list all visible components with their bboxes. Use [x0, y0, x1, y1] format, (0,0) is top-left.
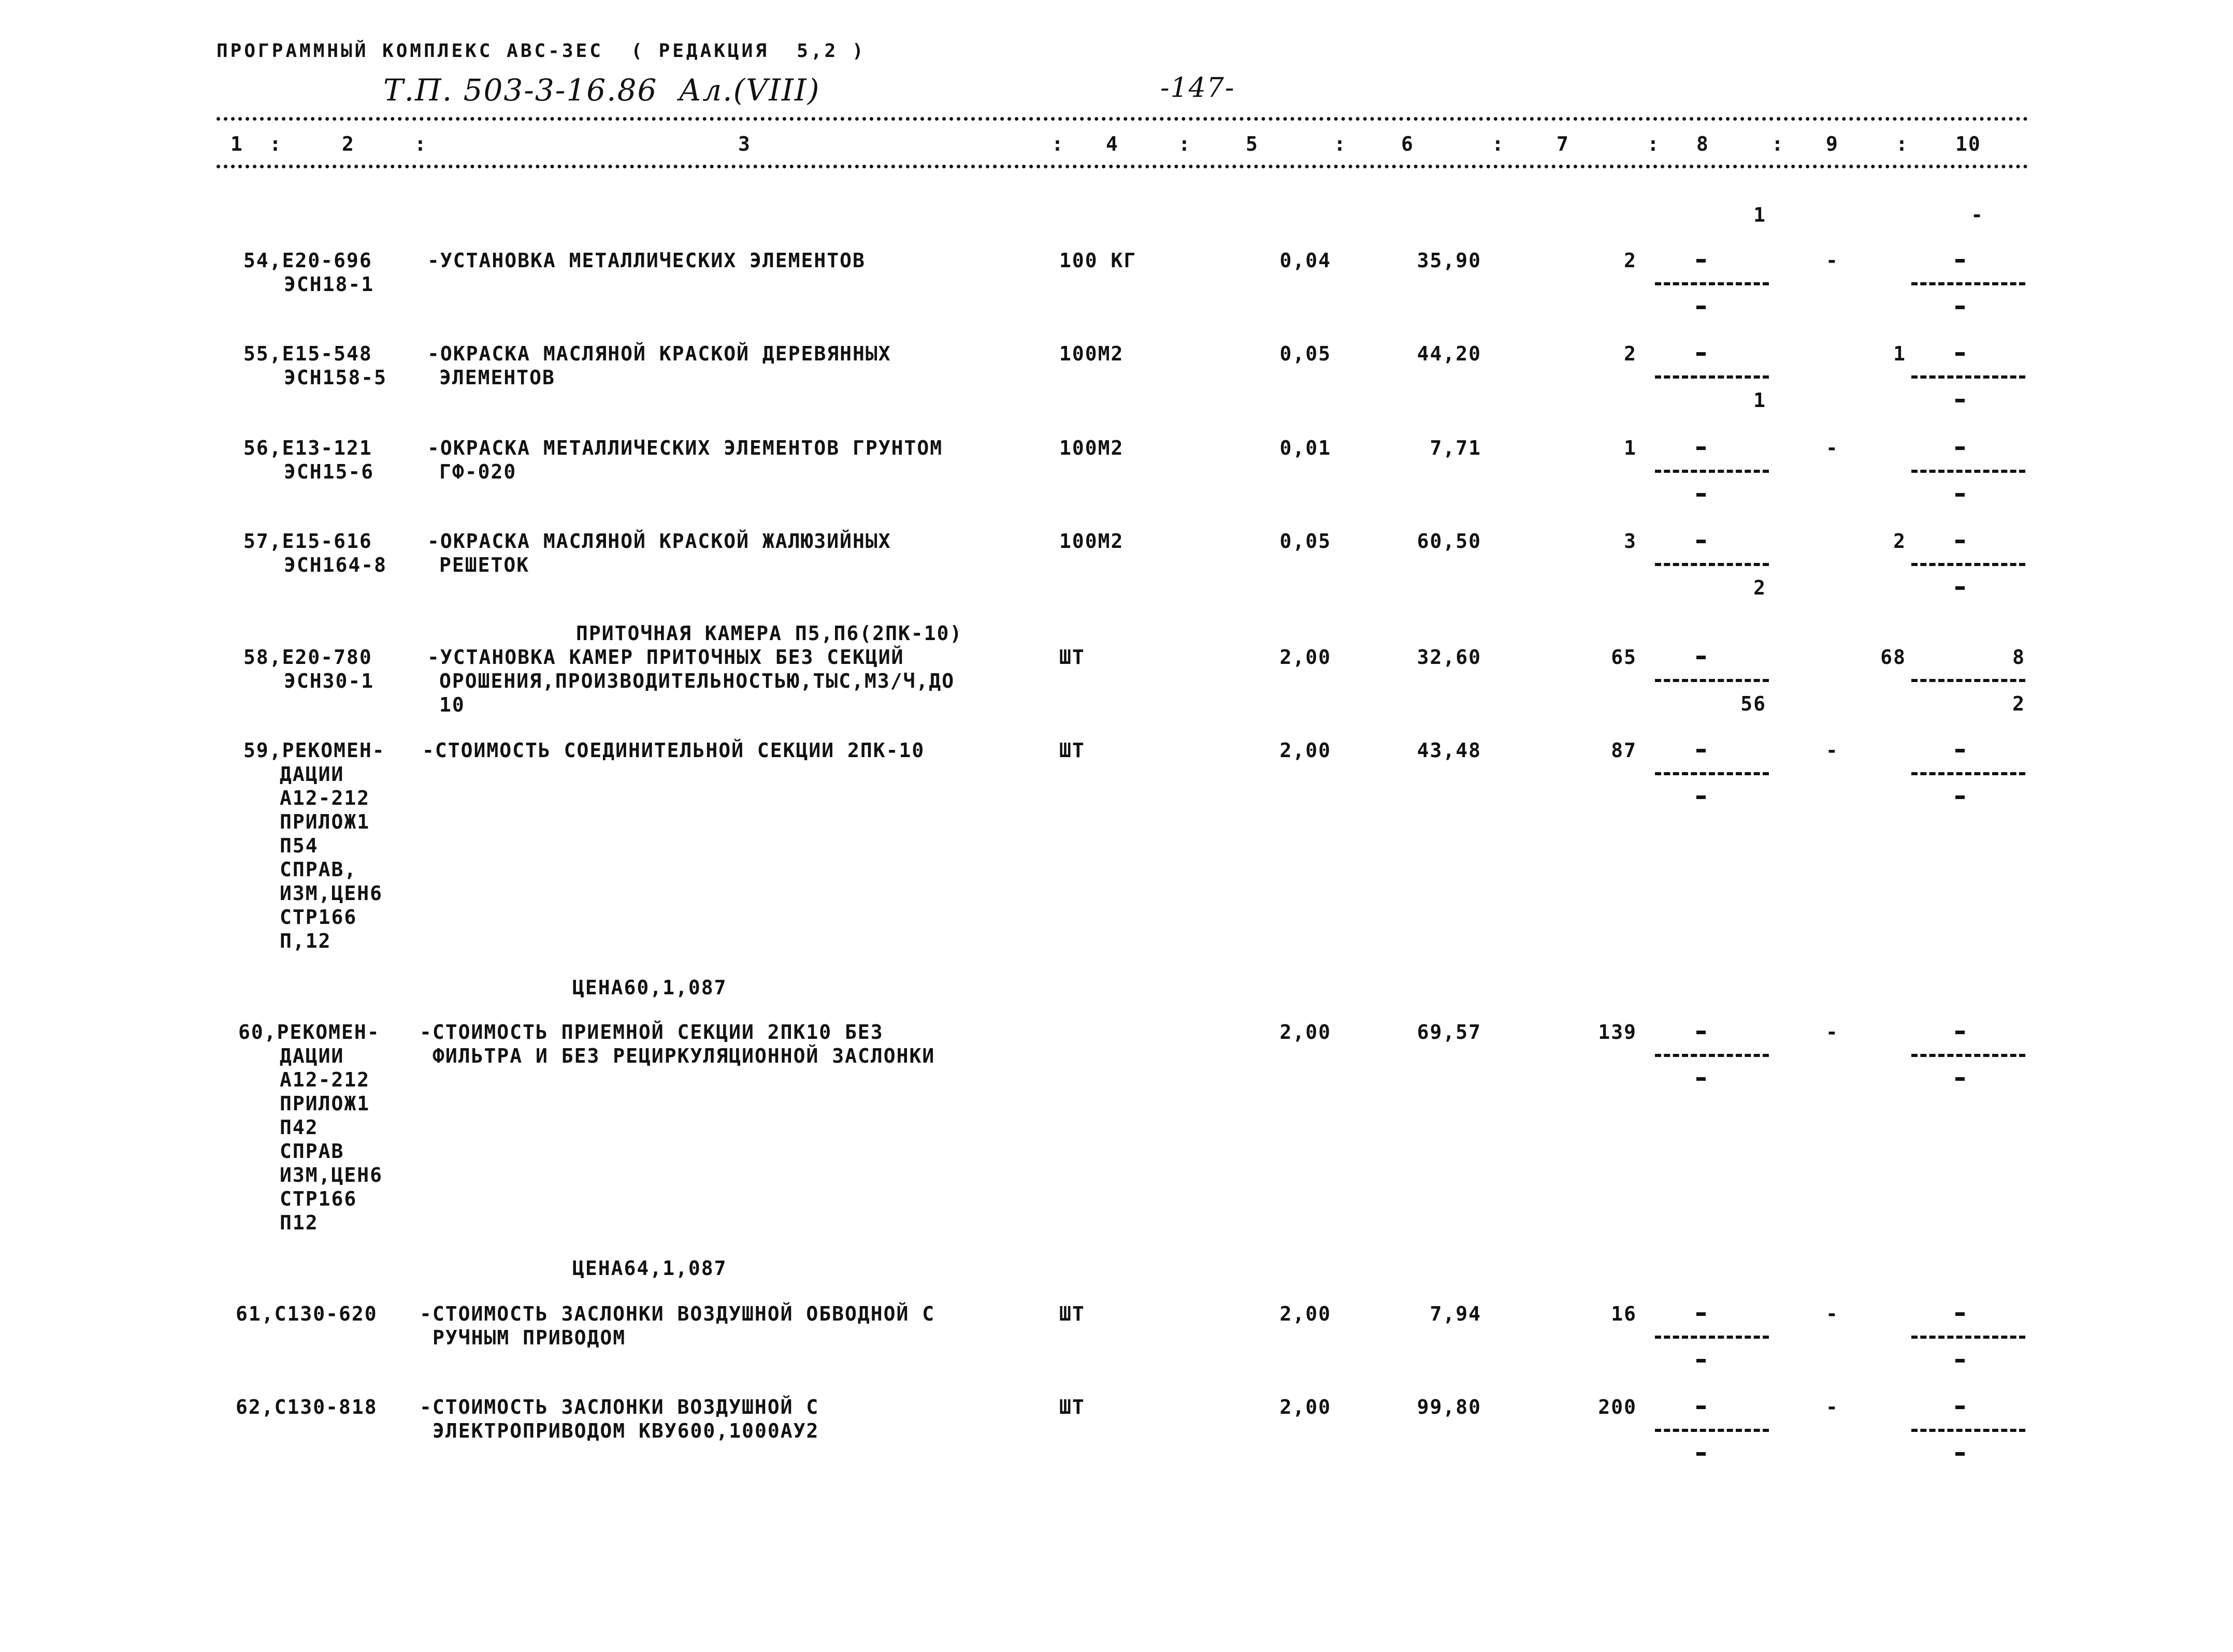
program-header: ПРОГРАММНЫЙ КОМПЛЕКС АВС-ЗЕС ( РЕДАКЦИЯ 5,2 ) — [217, 40, 866, 62]
header-rule-top — [217, 117, 2028, 121]
section-title: ПРИТОЧНАЯ КАМЕРА П5,П6(2ПК-10) — [576, 622, 963, 645]
col-1: 1 — [230, 133, 243, 155]
col-3: 3 — [738, 133, 751, 155]
page-number: -147- — [1160, 73, 1235, 104]
col-9: 9 — [1826, 133, 1839, 155]
price-note: ЦЕНА60,1,087 — [572, 976, 727, 999]
col-10: 10 — [1955, 133, 1981, 155]
col-6: 6 — [1401, 133, 1414, 155]
col-4: 4 — [1106, 133, 1119, 155]
col-2: 2 — [342, 133, 355, 155]
document-page: ПРОГРАММНЫЙ КОМПЛЕКС АВС-ЗЕС ( РЕДАКЦИЯ 5,2 ) Т.П. 503-3-16.86 Ал.(VIII) -147- 1 2 3 4 5 6 7 8 9 10 : : : : : : : : : 1 - 54,Е20-696 ЭСН18-1 -УСТАНОВКА МЕТАЛЛИЧЕСКИХ ЭЛЕМЕНТОВ 100 КГ 0,04 35,90 2 - 55,Е15-548 ЭСН158-5 -ОКРАСКА МАСЛЯНОЙ КРАСКОЙ ДЕРЕВЯННЫХ ЭЛЕМЕНТОВ 100М2 0,05 44,20 2 1 1 56,Е13-121 ЭСН15-6 -ОКРАСКА МЕТАЛЛИЧЕСКИХ ЭЛЕМЕНТОВ ГРУНТОМ ГФ-020 100М2 0,01 7,71 1 - 57,Е15-616 ЭСН164-8 -ОКРАСКА МАСЛЯНОЙ КРАСКОЙ ЖАЛЮЗИЙНЫХ РЕШЕТОК 100М2 0,05 60,50 3 2 2 ПРИТОЧНАЯ КАМЕРА П5,П6(2ПК-10) 58,Е20-780 ЭСН30-1 -УСТАНОВКА КАМЕР ПРИТОЧНЫХ БЕЗ СЕКЦИЙ ОРОШЕНИЯ,ПРОИЗВОДИТЕЛЬНОСТЬЮ,ТЫС,М3/Ч,ДО 10 ШТ 2,00 32,60 65 56 68 8 2 59,РЕКОМЕН- ДАЦИИ А12-212 ПРИЛОЖ1 П54 СПРАВ, ИЗМ,ЦЕН6 СТР166 П,12 -СТОИМОСТЬ СОЕДИНИТЕЛЬНОЙ СЕКЦИИ 2ПК-10 ШТ 2,00 43,48 87 - ЦЕНА60,1,087 60,РЕКОМЕН- ДАЦИИ А12-212 ПРИЛОЖ1 П42 СПРАВ ИЗМ,ЦЕН6 СТР166 П12 -СТОИМОСТЬ ПРИЕМНОЙ СЕКЦИИ 2ПК10 БЕЗ ФИЛЬТРА И БЕЗ РЕЦИРКУЛЯЦИОННОЙ ЗАСЛОНКИ 2,00 69,57 139 - ЦЕНА64,1,087 61,С130-620 -СТОИМОСТЬ ЗАСЛОНКИ ВОЗДУШНОЙ ОБВОДНОЙ С РУЧНЫМ ПРИВОДОМ ШТ 2,00 7,94 16 - 62,С130-818 -СТОИМОСТЬ ЗАСЛОНКИ ВОЗДУШНОЙ С ЭЛЕКТРОПРИВОДОМ КВУ600,1000АУ2 ШТ 2,00 99,80 200 - — [0, 0, 2233, 1652]
header-rule-bottom — [217, 165, 2028, 168]
col-8: 8 — [1696, 133, 1709, 155]
col-5: 5 — [1246, 133, 1259, 155]
price-note: ЦЕНА64,1,087 — [572, 1257, 727, 1280]
handwritten-project-code: Т.П. 503-3-16.86 Ал.(VIII) — [383, 73, 820, 108]
col-7: 7 — [1557, 133, 1569, 155]
